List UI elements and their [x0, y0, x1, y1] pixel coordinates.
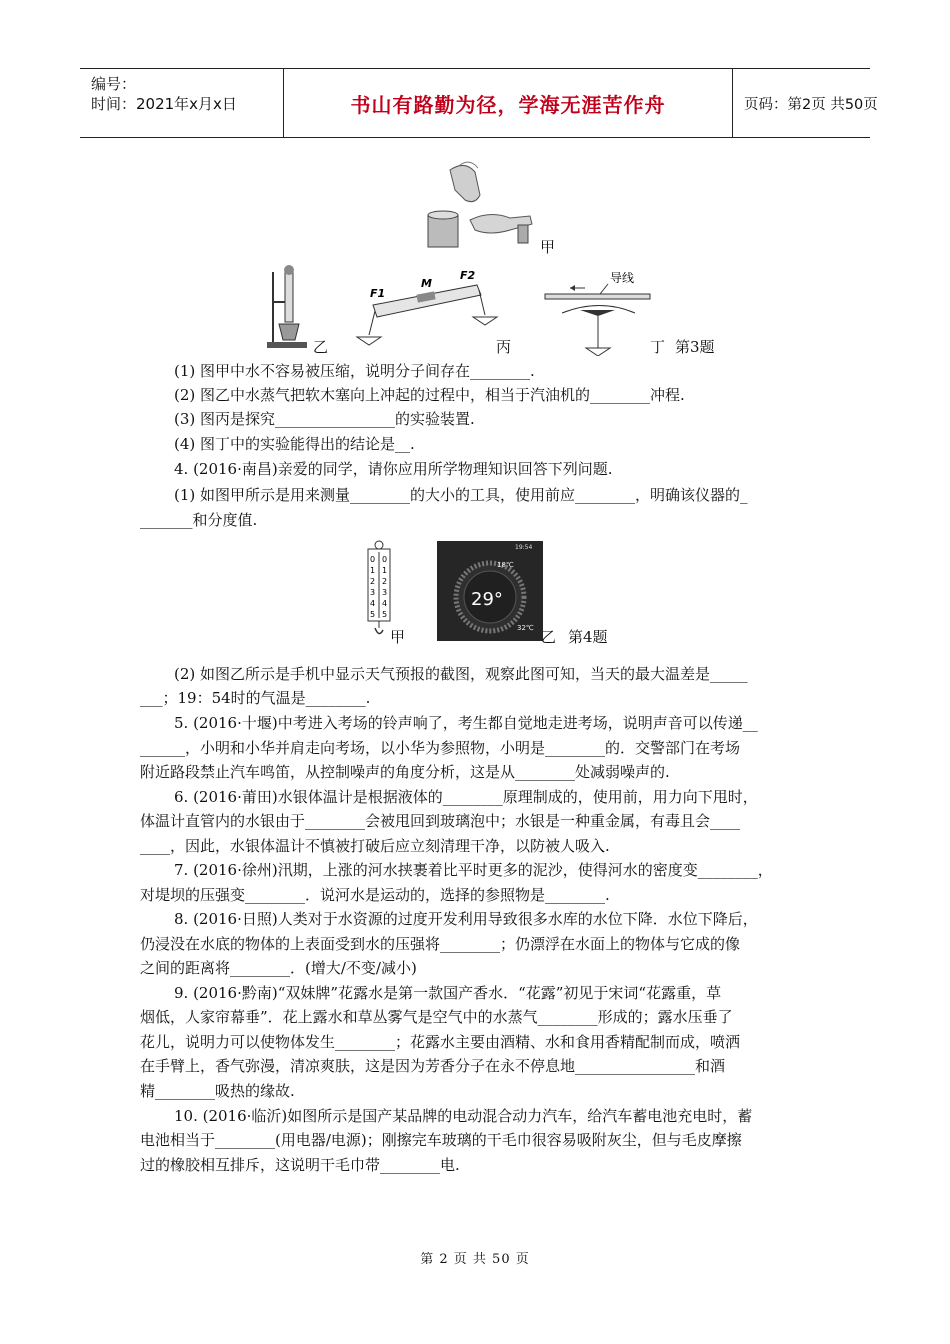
q8-line1: 8. (2016·日照)人类对于水资源的过度开发利用导致很多水库的水位下降．水位下降后， — [174, 910, 758, 928]
q8-line3: 之间的距离将________．(增大/不变/减小) — [140, 959, 417, 977]
scale-right-tick: 2 — [382, 577, 388, 586]
q4-part1-line1: (1) 如图甲所示是用来测量________的大小的工具，使用前应________，明确该仪器的_ — [174, 486, 748, 504]
phone-high-temp: 18℃ — [497, 561, 514, 569]
page-info: 页码：第2页 共50页 — [744, 96, 878, 113]
scale-left-tick: 3 — [370, 588, 376, 597]
q4-part2-line1: (2) 如图乙所示是手机中显示天气预报的截图，观察此图可知，当天的最大温差是_____ — [174, 665, 748, 683]
fig3-wire-label: 导线 — [610, 271, 635, 285]
scale-right-tick: 1 — [382, 566, 388, 575]
scale-left-tick: 5 — [370, 610, 376, 619]
q7-line1: 7. (2016·徐州)汛期，上涨的河水挟裹着比平时更多的泥沙，使得河水的密度变________， — [174, 861, 773, 879]
q9-line4: 在手臂上，香气弥漫，清凉爽肤，这是因为芳香分子在永不停息地________________和酒 — [140, 1057, 726, 1075]
figure-4-jia-spring-scale — [365, 540, 393, 640]
figure-3-bing-image — [355, 265, 500, 355]
fig3-jia-label: 甲 — [540, 238, 556, 256]
q3-part4: (4) 图丁中的实验能得出的结论是__. — [174, 435, 415, 453]
fig3-yi-label: 乙 — [313, 338, 329, 356]
scale-right-tick: 3 — [382, 588, 388, 597]
date-line: 时间：2021年x月x日 — [91, 95, 237, 113]
q10-line3: 过的橡胶相互排斥，这说明干毛巾带________电. — [140, 1156, 460, 1174]
q9-line2: 烟低，人家帘幕垂”．花上露水和草丛雾气是空气中的水蒸气________形成的；露水压垂了 — [140, 1008, 733, 1026]
q4-part2-line2: ___；19：54时的气温是________. — [140, 689, 371, 707]
q6-line1: 6. (2016·莆田)水银体温计是根据液体的________原理制成的，使用前，用力向下甩时， — [174, 788, 758, 806]
q5-line1: 5. (2016·十堰)中考进入考场的铃声响了，考生都自觉地走进考场，说明声音可以传递__ — [174, 714, 758, 732]
header-motto: 书山有路勤为径，学海无涯苦作舟 — [283, 69, 733, 137]
q3-part1: (1) 图甲中水不容易被压缩，说明分子间存在________. — [174, 362, 535, 380]
q3-part3: (3) 图丙是探究________________的实验装置. — [174, 410, 475, 428]
fig3-caption: 第3题 — [675, 338, 715, 356]
fig3-ding-label: 丁 — [650, 338, 666, 356]
q10-line1: 10. (2016·临沂)如图所示是国产某品牌的电动混合动力汽车，给汽车蓄电池充电时，蓄 — [174, 1107, 753, 1125]
figure-3-yi-image — [265, 262, 315, 352]
fig3-F1-label: F1 — [370, 287, 386, 300]
scale-right-tick: 0 — [382, 555, 388, 564]
figure-4-yi-phone-screenshot — [437, 541, 543, 641]
fig3-F2-label: F2 — [460, 269, 476, 282]
scale-left-tick: 2 — [370, 577, 376, 586]
q10-line2: 电池相当于________(用电器/电源)；刚擦完车玻璃的干毛巾很容易吸附灰尘，但与毛皮摩擦 — [140, 1131, 742, 1149]
fig4-jia-label: 甲 — [390, 628, 406, 646]
q9-line5: 精________吸热的缘故. — [140, 1082, 295, 1100]
scale-left-tick: 0 — [370, 555, 376, 564]
q4-part1-line2: _______和分度值. — [140, 511, 258, 529]
q9-line3: 花儿，说明力可以使物体发生________；花露水主要由酒精、水和食用香精配制而成，喷洒 — [140, 1033, 741, 1051]
header-meta — [80, 69, 283, 137]
page-footer: 第 2 页 共 50 页 — [420, 1252, 530, 1267]
page-header — [80, 68, 878, 138]
scale-right-tick: 4 — [382, 599, 388, 608]
fig3-bing-label: 丙 — [496, 338, 512, 356]
q9-line1: 9. (2016·黔南)“双妹牌”花露水是第一款国产香水．“花露”初见于宋词“花露重，草 — [174, 984, 722, 1002]
q6-line2: 体温计直管内的水银由于________会被甩回到玻璃泡中；水银是一种重金属，有毒且会____ — [140, 812, 741, 830]
number-label: 编号： — [91, 75, 137, 93]
q5-line3: 附近路段禁止汽车鸣笛，从控制噪声的角度分析，这是从________处减弱噪声的. — [140, 763, 670, 781]
q7-line2: 对堤坝的压强变________．说河水是运动的，选择的参照物是________. — [140, 886, 610, 904]
q8-line2: 仍浸没在水底的物体的上表面受到水的压强将________；仍漂浮在水面上的物体与它成的像 — [140, 935, 741, 953]
scale-right-tick: 5 — [382, 610, 388, 619]
fig3-M-label: M — [421, 277, 432, 290]
phone-low-temp: 32℃ — [517, 624, 534, 632]
fig4-yi-label: 乙 — [541, 628, 557, 646]
fig4-caption: 第4题 — [568, 628, 608, 646]
q3-part2: (2) 图乙中水蒸气把软木塞向上冲起的过程中，相当于汽油机的________冲程. — [174, 386, 685, 404]
q5-line2: ______，小明和小华并肩走向考场，以小华为参照物，小明是________的．交警部门在考场 — [140, 739, 741, 757]
figure-3-ding-image — [540, 268, 655, 356]
figure-3-jia-image — [420, 160, 545, 255]
q6-line3: ____，因此，水银体温计不慎被打破后应立刻清理干净，以防被人吸入. — [140, 837, 610, 855]
q4-stem: 4. (2016·南昌)亲爱的同学，请你应用所学物理知识回答下列问题. — [174, 460, 613, 478]
phone-current-temp: 29° — [471, 589, 503, 610]
scale-left-tick: 4 — [370, 599, 376, 608]
scale-left-tick: 1 — [370, 566, 376, 575]
phone-time: 19:54 — [515, 544, 533, 551]
